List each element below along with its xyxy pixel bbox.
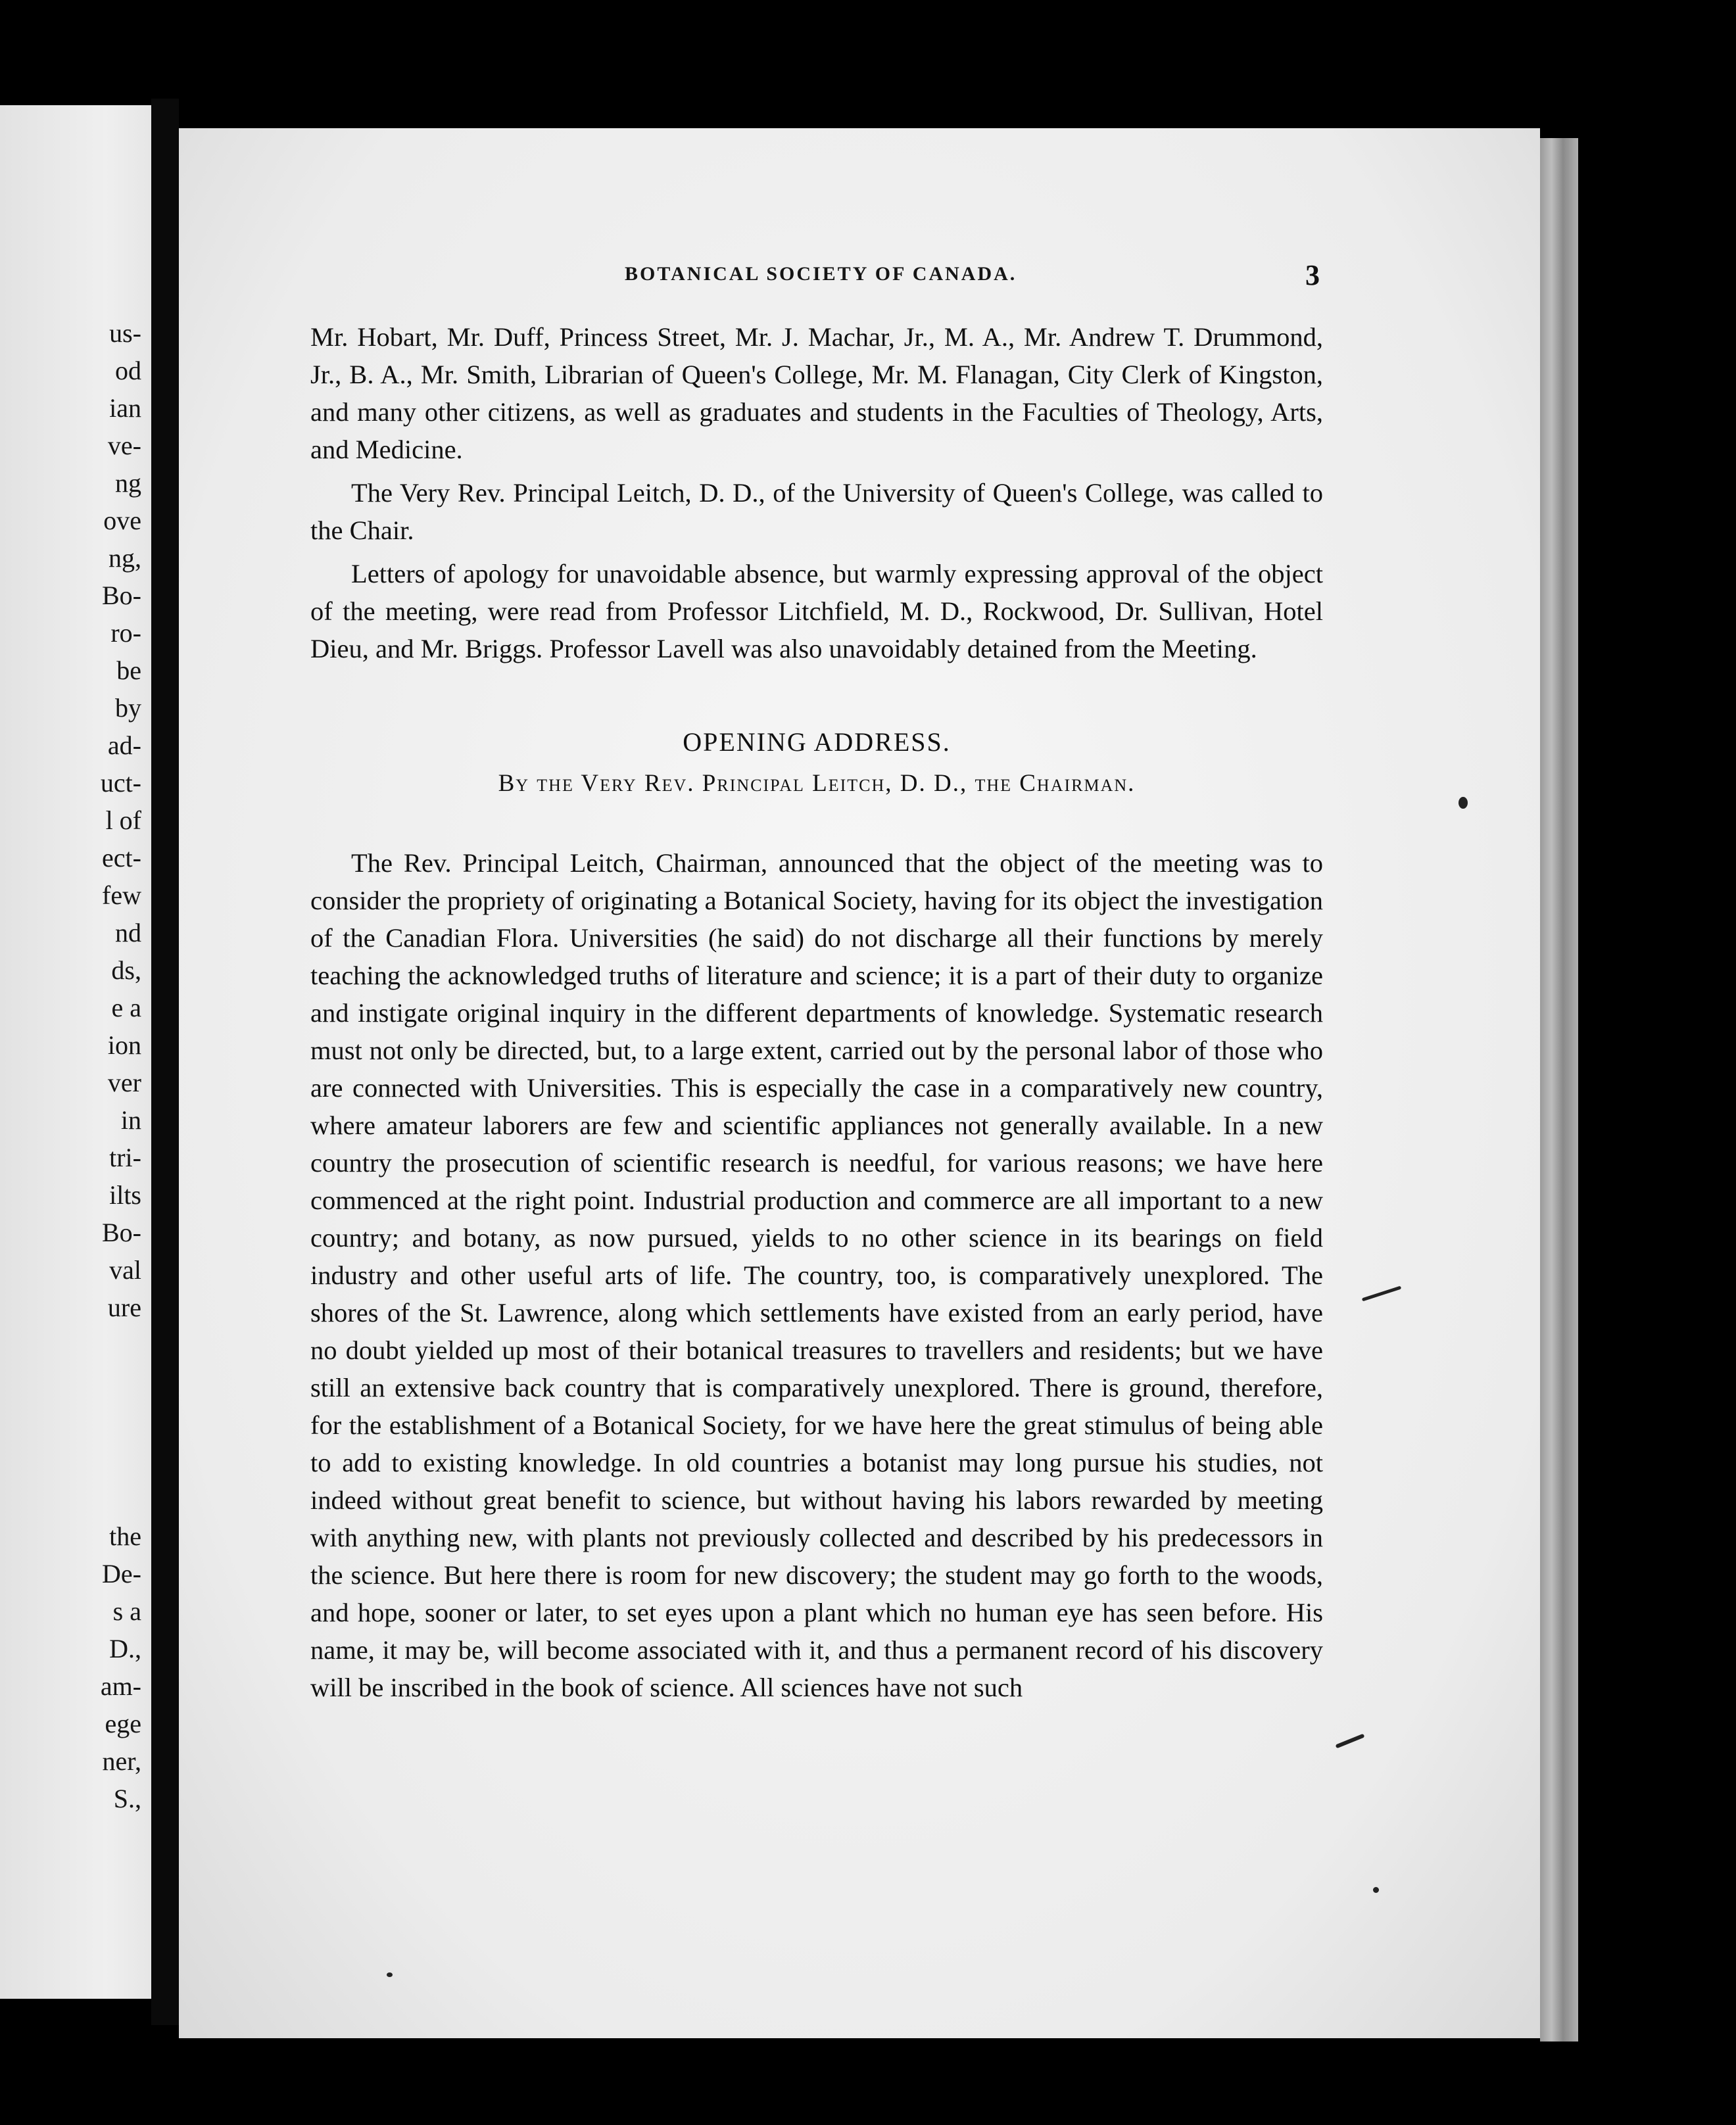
facing-page-line-fragment: ner, [102, 1746, 141, 1776]
intro-paragraph: Mr. Hobart, Mr. Duff, Princess Street, Mr. J. Machar, Jr., M. A., Mr. Andrew T. Drummond, Jr., B. A., Mr. Smith, Librarian of Queen's College, Mr. M. Flanagan, City Clerk of Kingston, and many other citizens, as well as graduates and students in the Faculties of Theology, Arts, and Medicine. [310, 322, 1323, 464]
facing-page-line-fragment: ad- [107, 730, 141, 760]
page-stack-edge [1540, 138, 1578, 2041]
facing-page-line-fragment: ds, [111, 955, 141, 985]
facing-page-line-fragment: the [109, 1521, 141, 1551]
intro-text [310, 318, 1323, 667]
facing-page-line-fragment: am- [100, 1671, 141, 1701]
facing-page-line-fragment: e a [111, 993, 141, 1022]
facing-page-line-fragment: ion [107, 1030, 141, 1060]
facing-page-line-fragment: be [116, 656, 141, 685]
facing-page-line-fragment: ng, [108, 543, 141, 573]
facing-page-line-fragment: ege [105, 1709, 141, 1738]
facing-page-line-fragment: ure [107, 1293, 141, 1322]
facing-page-line-fragment: ove [103, 506, 141, 535]
section-byline: By the Very Rev. Principal Leitch, D. D., the Chairman. [498, 770, 1136, 797]
facing-page-line-fragment: l of [105, 805, 141, 835]
facing-page-line-fragment: ng [115, 468, 141, 498]
scan-speck [387, 1972, 393, 1977]
facing-page-line-fragment: ro- [110, 618, 141, 648]
facing-page-line-fragment: s a [112, 1596, 141, 1626]
facing-page-text-bottom [0, 1519, 141, 1819]
section-title: OPENING ADDRESS. [683, 727, 951, 757]
scan-speck [1373, 1887, 1379, 1893]
facing-page-line-fragment: by [115, 693, 141, 723]
facing-page-edge [0, 105, 151, 1999]
facing-page-line-fragment: in [120, 1105, 141, 1135]
intro-paragraph: The Very Rev. Principal Leitch, D. D., of the University of Queen's College, was called to the Chair. [310, 478, 1323, 545]
facing-page-line-fragment: few [102, 880, 141, 910]
facing-page-line-fragment: ver [107, 1068, 141, 1097]
facing-page-line-fragment: od [115, 356, 141, 385]
facing-page-line-fragment: us- [109, 318, 141, 348]
facing-page-line-fragment: ilts [109, 1180, 141, 1210]
page-number: 3 [1305, 259, 1320, 291]
book-gutter [151, 99, 179, 2025]
facing-page-text-top [0, 316, 141, 1327]
facing-page-line-fragment: Bo- [102, 1218, 141, 1247]
facing-page-line-fragment: D., [109, 1634, 141, 1663]
facing-page-line-fragment: tri- [109, 1143, 141, 1172]
scan-speck [1459, 797, 1468, 809]
facing-page-line-fragment: uct- [100, 768, 141, 798]
body-paragraph: The Rev. Principal Leitch, Chairman, announced that the object of the meeting was to consider the propriety of originating a Botanical Society, having for its object the investigation of the Canadian Flora. Universities (he said) do not discharge all their functions by merely teaching the acknowledged truths of literature and science; it is a part of their duty to organize and instigate original inquiry in the different departments of knowledge. Systematic research must not only be directed, but, to a large extent, carried out by the personal labor of those who are connected with Universities. This is especially the case in a comparatively new country, where amateur laborers are few and scientific appliances not generally available. In a new country the prosecution of scientific research is needful, for various reasons; we have here commenced at the right point. Industrial production and commerce are all important to a new country; and botany, as now pursued, yields to no other science in its bearings on field industry and other useful arts of life. The country, too, is comparatively unexplored. The shores of the St. Lawrence, along which settlements have existed from an early period, have no doubt yielded up most of their botanical treasures to travellers and residents; but we have still an extensive back country that is comparatively unexplored. There is ground, therefore, for the establishment of a Botanical Society, for we have here the great stimulus of being able to add to existing knowledge. In old countries a botanist may long pursue his studies, not indeed without great benefit to science, but without having his labors rewarded by meeting with anything new, with plants not previously collected and described by his predecessors in the science. But here there is room for new discovery; the student may go forth to the woods, and hope, sooner or later, to set eyes upon a plant which no human eye has seen before. His name, it may be, will become associated with it, and thus a permanent record of his discovery will be inscribed in the book of science. All sciences have not such [310, 848, 1323, 1702]
facing-page-line-fragment: Bo- [102, 581, 141, 610]
facing-page-line-fragment: nd [115, 918, 141, 947]
running-head: BOTANICAL SOCIETY OF CANADA. [625, 263, 1017, 285]
address-body [310, 844, 1323, 1706]
intro-paragraph: Letters of apology for unavoidable absence, but warmly expressing approval of the object of the meeting, were read from Professor Litchfield, M. D., Rockwood, Dr. Sullivan, Hotel Dieu, and Mr. Briggs. Professor Lavell was also unavoidably detained from the Meeting. [310, 559, 1323, 663]
facing-page-line-fragment: De- [102, 1559, 141, 1588]
facing-page-line-fragment: ect- [102, 843, 141, 872]
facing-page-line-fragment: val [109, 1255, 141, 1285]
facing-page-line-fragment: S., [113, 1784, 141, 1813]
facing-page-line-fragment: ve- [107, 431, 141, 460]
facing-page-line-fragment: ian [109, 393, 141, 423]
